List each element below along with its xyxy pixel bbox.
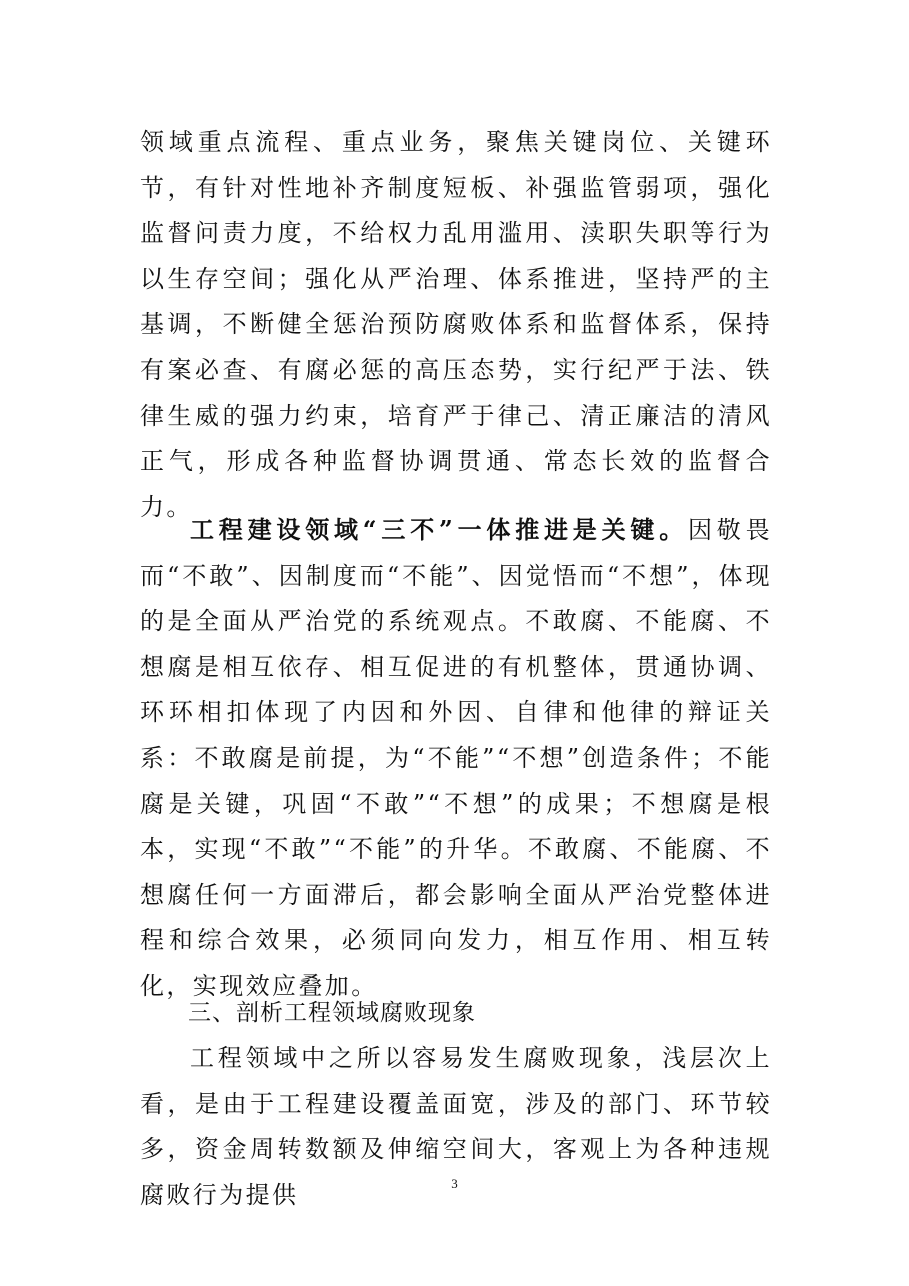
paragraph-body: 因敬畏而“不敢”、因制度而“不能”、因觉悟而“不想”，体现的是全面从严治党的系统观点。不敢腐、不能腐、不想腐是相互依存、相互促进的有机整体，贯通协调、环环相扣体现了内因和外因、自律和他律的辩证关系：不敢腐是前提，为“不能”“不想”创造条件；不能腐是关键，巩固“不敢”“不想”的成果；不想腐是根本，实现“不敢”“不能”的升华。不敢腐、不能腐、不想腐任何一方面滞后，都会影响全面从严治党整体进程和综合效果，必须同向发力，相互作用、相互转化，实现效应叠加。 bbox=[140, 516, 772, 1000]
section-heading: 三、剖析工程领域腐败现象 bbox=[188, 1000, 476, 1026]
paragraph-analysis: 工程领域中之所以容易发生腐败现象，浅层次上看，是由于工程建设覆盖面宽，涉及的部门、环节较多，资金周转数额及伸缩空间大，客观上为各种违规腐败行为提供 bbox=[140, 1044, 772, 1209]
page-number: 3 bbox=[451, 1176, 458, 1191]
paragraph-lead-heading: 工程建设领域“三不”一体推进是关键。 bbox=[190, 515, 688, 544]
paragraph-continuation: 领域重点流程、重点业务，聚焦关键岗位、关键环节，有针对性地补齐制度短板、补强监管弱项，强化监督问责力度，不给权力乱用滥用、渎职失职等行为以生存空间；强化从严治理、体系推进，坚持严的主基调，不断健全惩治预防腐败体系和监督体系，保持有案必查、有腐必惩的高压态势，实行纪严于法、铁律生威的强力约束，培育严于律己、清正廉洁的清风正气，形成各种监督协调贯通、常态长效的监督合力。 bbox=[140, 128, 772, 521]
paragraph-three-nots bbox=[140, 507, 772, 1010]
